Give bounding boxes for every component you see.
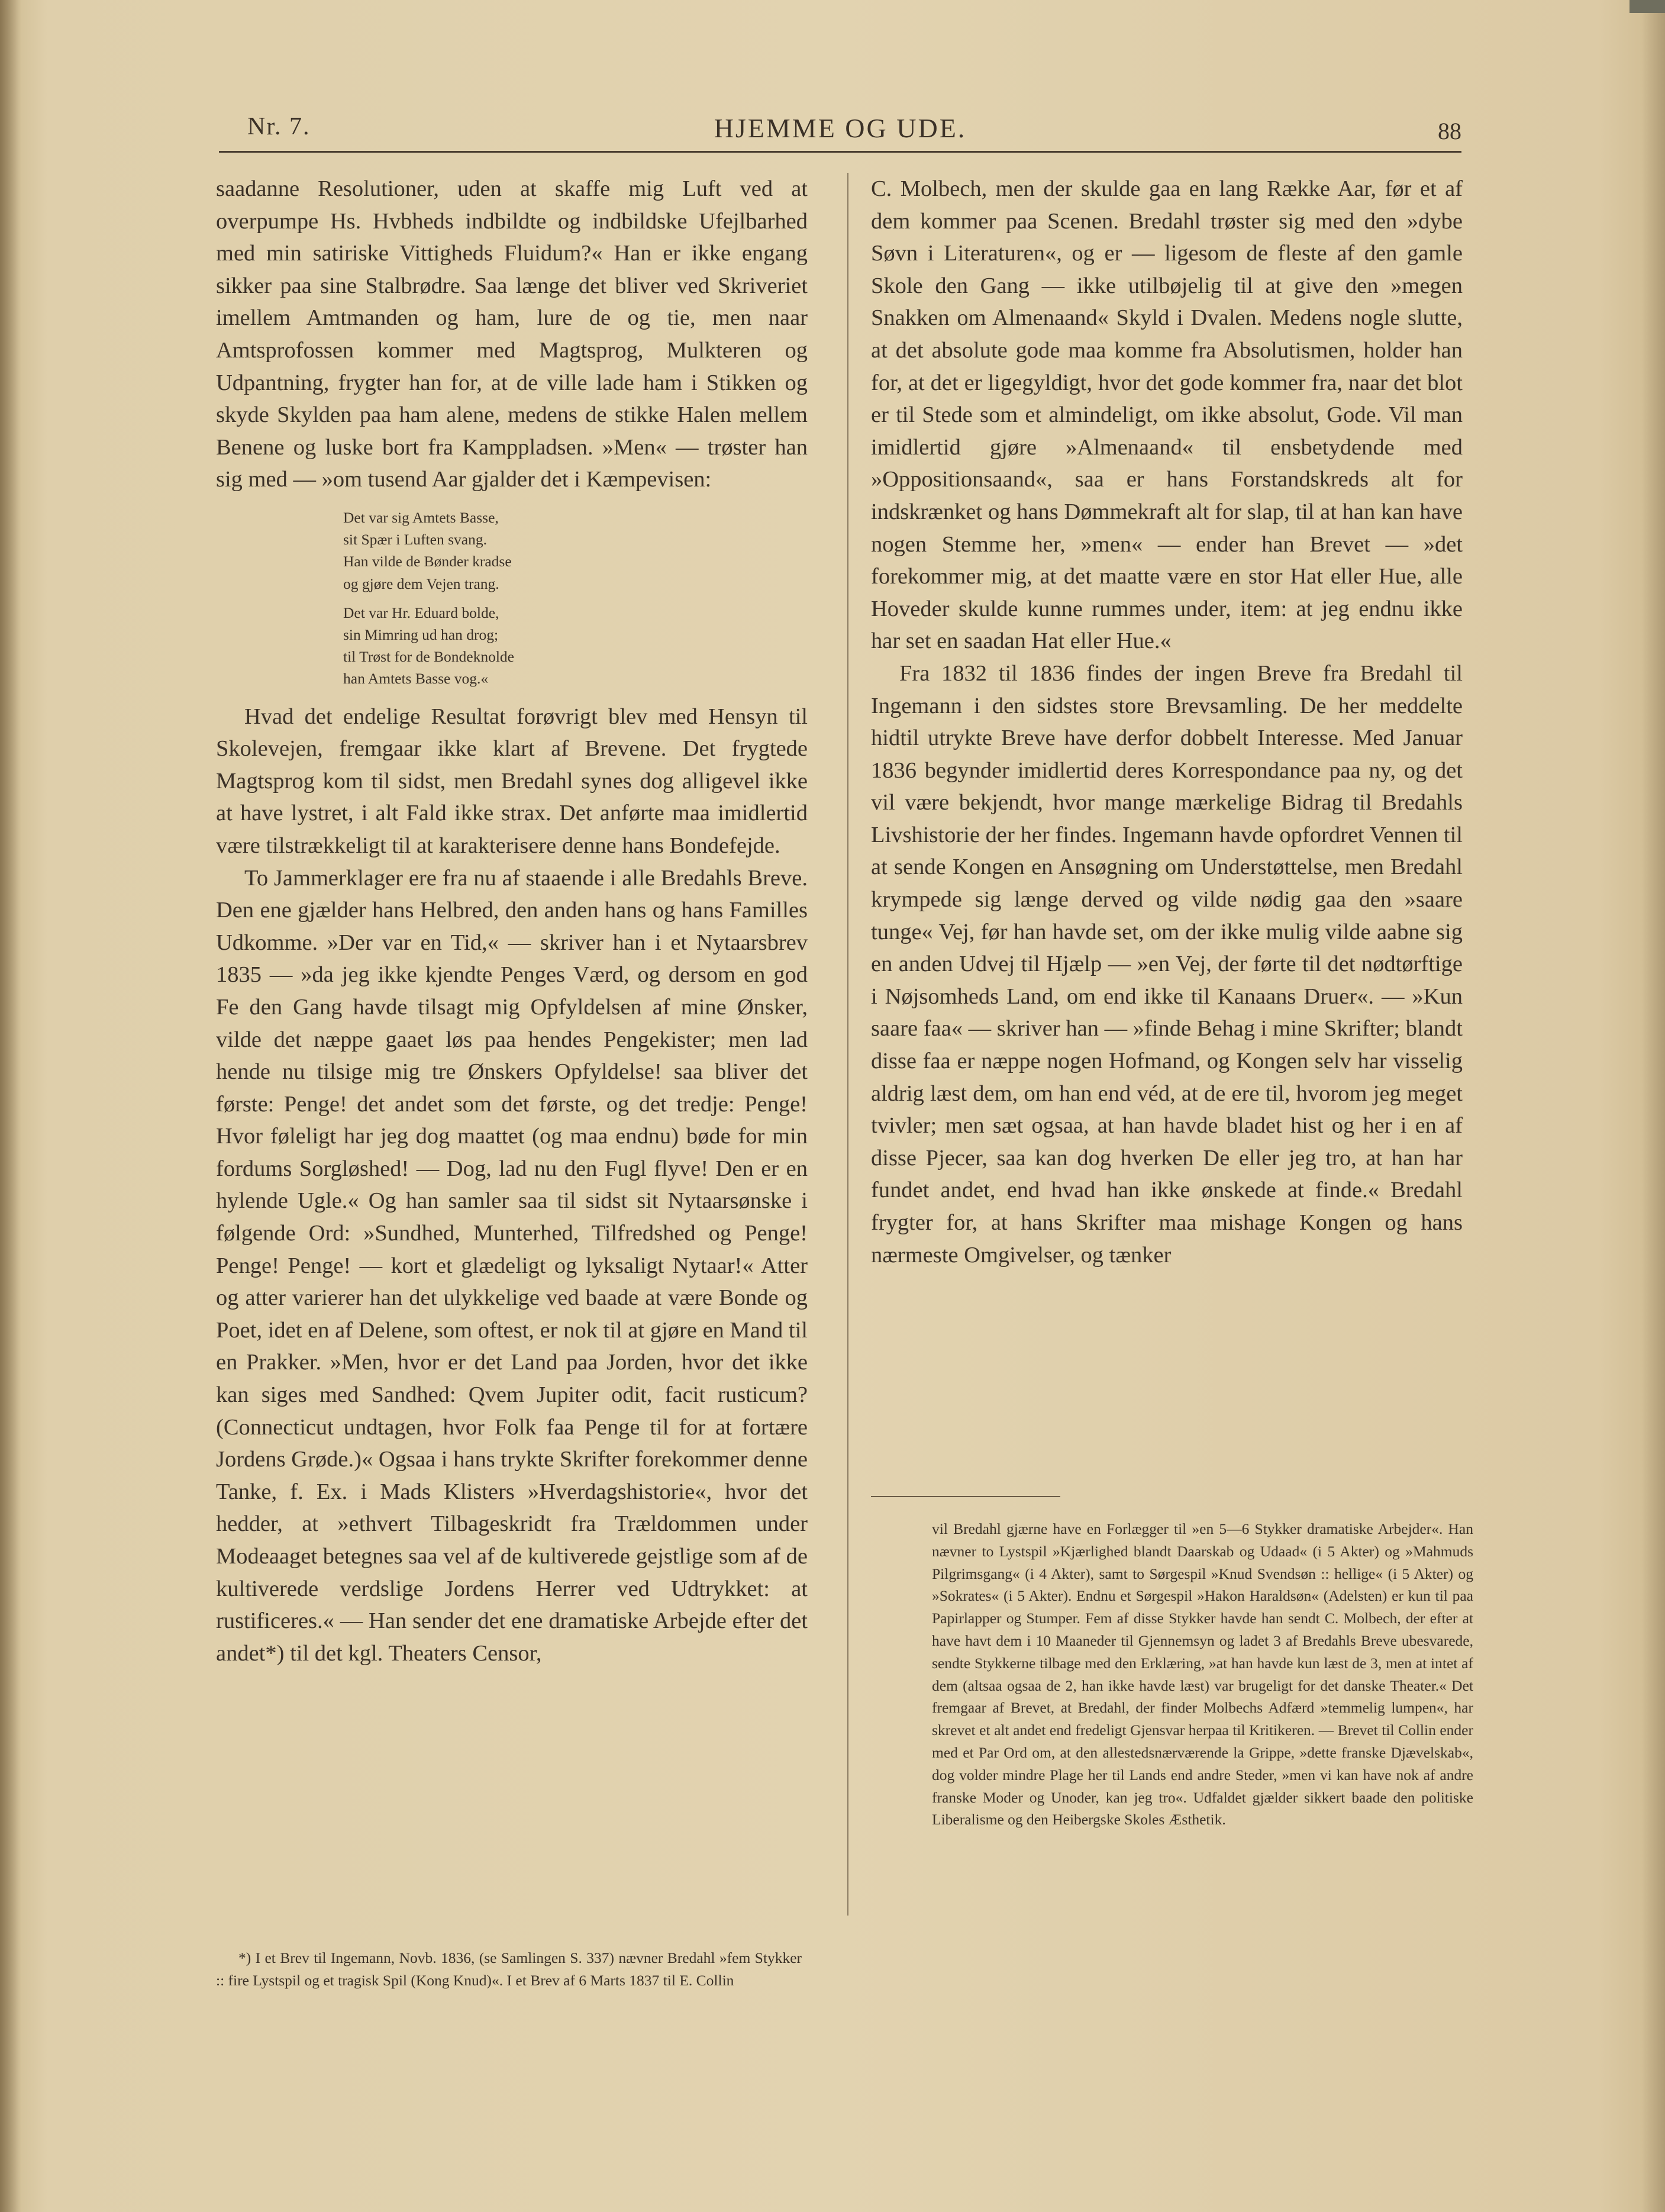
page-number: 88 xyxy=(1438,118,1461,144)
left-paragraph-1: saadanne Resolutioner, uden at skaffe mig Luft ved at overpumpe Hs. Hvbheds indbildte og indbildske Ufejlbarhed med min satiriske Vittigheds Fluidum?« Han er ikke engang sikker paa sine Stalbrødre. Saa længe det bliver ved Skriveriet imellem Amtmanden og ham, lure de og tie, men naar Amtsprofossen kommer med Magtsprog, Mulkteren og Udpantning, frygter han for, at de ville lade ham i Stikken og skyde Skylden paa ham alene, medens de stikke Halen mellem Benene og luske bort fra Kamppladsen. »Men« — trøster han sig med — »om tusend Aar gjalder det i Kæmpevisen: xyxy=(216,176,808,492)
poem-line: sin Mimring ud han drog; xyxy=(343,625,499,643)
footnote-rule-right xyxy=(871,1496,1060,1497)
poem-line: og gjøre dem Vejen trang. xyxy=(343,575,499,592)
poem-line: til Trøst for de Bondeknolde xyxy=(343,648,515,666)
header-rule xyxy=(219,151,1461,153)
right-column xyxy=(871,173,1463,1271)
issue-number: Nr. 7. xyxy=(247,113,311,140)
poem-line: Han vilde de Bønder kradse xyxy=(343,553,512,570)
poem-stanza-1 xyxy=(343,507,808,595)
poem xyxy=(343,507,808,690)
right-paragraph-1: C. Molbech, men der skulde gaa en lang Række Aar, før et af dem kommer paa Scenen. Bredahl trøster sig med den »dybe Søvn i Literaturen«, og er — ligesom de fleste af den gamle Skole den Gang — ikke utilbøjelig til at give den »megen Snakken om Almenaand« Skyld i Dvalen. Medens nogle slutte, at det absolute gode maa komme fra Absolutismen, holder han for, at det er ligegyldigt, hvor det gode kommer fra, naar det blot er til Stede som et almindeligt, om ikke absolut, Gode. Vil man imidlertid gjøre »Almenaand« til ensbetydende med »Oppositionsaand«, saa er hans Forstandskreds alt for indskrænket og hans Dømmekraft alt for slap, til at han kan have nogen Stemme her, »men« — ender han Brevet — »det forekommer mig, at det maatte være en stor Hat eller Hue, alle Hoveder skulde kunne rummes under, item: at jeg endnu ikke har set en saadan Hat eller Hue.« xyxy=(871,176,1463,654)
footnote-right xyxy=(932,1518,1473,1831)
left-paragraph-2: Hvad det endelige Resultat forøvrigt blev med Hensyn til Skolevejen, fremgaar ikke klart af Brevene. Det frygtede Magtsprog kom til sidst, men Bredahl synes dog alligevel ikke at have lystret, i alt Fald ikke strax. Det anførte maa imidlertid være tilstrækkeligt til at karakterisere denne hans Bondefejde. xyxy=(216,704,808,858)
spine-shadow xyxy=(0,0,21,2212)
footnote-left xyxy=(216,1947,802,1992)
footnote-right-text: vil Bredahl gjærne have en Forlægger til »en 5—6 Stykker dramatiske Arbejder«. Han nævner to Lystspil »Kjærlighed blandt Daarskab og Udaad« (i 5 Akter) og »Mahmuds Pilgrimsgang« (i 4 Akter), samt to Sørgespil »Knud Svendsøn :: hellige« (i 5 Akter) og »Sokrates« (i 5 Akter). Endnu et Sørgespil »Hakon Haraldsøn« (Adelsten) er kun til paa Papirlapper og Stumper. Fem af disse Stykker havde han sendt C. Molbech, der efter at have havt dem i 10 Maaneder til Gjennemsyn og ladet 3 af Bredahls Breve ubesvarede, sendte Stykkerne tilbage med den Erklæring, »at han havde kun læst de 3, men at intet af dem (altsaa ogsaa de 2, han ikke havde læst) var brugeligt for det danske Theater.« Det fremgaar af Brevet, at Bredahl, der finder Molbechs Adfærd »temmelig lumpen«, har skrevet et alt andet end fredeligt Gjensvar herpaa til Kritikeren. — Brevet til Collin ender med et Par Ord om, at den allestedsnærværende la Grippe, »dette franske Djævelskab«, dog volder mindre Plage her til Lands end andre Steder, »men vi kan have nok af andre franske Moder og Unoder, kan jeg tro«. Udfaldet gjælder sikkert baade den politiske Liberalisme og den Heibergske Skoles Æsthetik. xyxy=(932,1520,1473,1829)
journal-title: HJEMME OG UDE. xyxy=(714,113,967,143)
page-edge xyxy=(1641,0,1665,2212)
poem-line: Det var Hr. Eduard bolde, xyxy=(343,604,499,621)
poem-line: han Amtets Basse vog.« xyxy=(343,670,489,688)
column-divider xyxy=(847,173,848,1916)
left-paragraph-3: To Jammerklager ere fra nu af staaende i alle Bredahls Breve. Den ene gjælder hans Helbred, den anden hans og hans Familles Udkomme. »Der var en Tid,« — skriver han i et Nytaarsbrev 1835 — »da jeg ikke kjendte Penges Værd, og dersom en god Fe den Gang havde tilsagt mig Opfyldelsen af mine Ønsker, vilde det næppe gaaet løs paa hendes Pengekister; men lad hende nu tilsige mig tre Ønskers Opfyldelse! saa bliver det første: Penge! det andet som det første, og det tredje: Penge! Hvor føleligt har jeg dog maattet (og maa endnu) bøde for min fordums Sorgløshed! — Dog, lad nu den Fugl flyve! Den er en hylende Ugle.« Og han samler saa til sidst sit Nytaarsønske i følgende Ord: »Sundhed, Munterhed, Tilfredshed og Penge! Penge! Penge! — kort et glædeligt og lyksaligt Nytaar!« Atter og atter varierer han det ulykkelige ved baade at være Bonde og Poet, idet en af Delene, som oftest, er nok til at gjøre en Mand til en Prakker. »Men, hvor er det Land paa Jorden, hvor det ikke kan siges med Sandhed: Qvem Jupiter odit, facit rusticum? (Connecticut undtagen, hvor Folk faa Penge til for at fortære Jordens Grøde.)« Ogsaa i hans trykte Skrifter forekommer denne Tanke, f. Ex. i Mads Klisters »Hverdagshistorie«, hvor det hedder, at »ethvert Tilbageskridt fra Trældommen under Modeaaget betegnes saa vel af de kultiverede gejstlige som af de kultiverede verdslige Jordens Herrer ved Udtrykket: at rustificeres.« — Han sender det ene dramatiske Arbejde efter det andet*) til det kgl. Theaters Censor, xyxy=(216,865,808,1666)
poem-line: sit Spær i Luften svang. xyxy=(343,531,487,549)
running-header xyxy=(219,112,1461,154)
footnote-left-text: *) I et Brev til Ingemann, Novb. 1836, (se Samlingen S. 337) nævner Bredahl »fem Stykker :: fire Lystspil og et tragisk Spil (Kong Knud)«. I et Brev af 6 Marts 1837 til E. Collin xyxy=(216,1949,802,1989)
poem-stanza-2 xyxy=(343,602,808,690)
left-column xyxy=(216,173,808,1669)
page-corner xyxy=(1629,0,1665,13)
right-paragraph-2: Fra 1832 til 1836 findes der ingen Breve fra Bredahl til Ingemann i den sidstes store Brevsamling. De her meddelte hidtil utrykte Breve have derfor dobbelt Interesse. Med Januar 1836 begynder imidlertid deres Korrespondance paa ny, og det vil være bekjendt, hvor mange mærkelige Bidrag til Bredahls Livshistorie der her findes. Ingemann havde opfordret Vennen til at sende Kongen en Ansøgning om Understøttelse, men Bredahl krympede sig længe derved og vilde nødig gaa den »saare tunge« Vej, før han havde set, om der ikke mulig vilde aabne sig en anden Udvej til Hjælp — »en Vej, der førte til det nødtørftige i Nøjsomheds Land, om end ikke til Kanaans Druer«. — »Kun saare faa« — skriver han — »finde Behag i mine Skrifter; blandt disse faa er næppe nogen Hofmand, og Kongen selv har visselig aldrig læst dem, om han end véd, at de ere til, hvorom jeg meget tvivler; men sæt ogsaa, at han havde bladet hist og her i en af disse Pjecer, saa kan dog hverken De eller jeg tro, at han har fundet andet, end hvad han ikke ønskede at finde.« Bredahl frygter for, at hans Skrifter maa mishage Kongen og hans nærmeste Omgivelser, og tænker xyxy=(871,660,1463,1268)
poem-line: Det var sig Amtets Basse, xyxy=(343,508,499,526)
